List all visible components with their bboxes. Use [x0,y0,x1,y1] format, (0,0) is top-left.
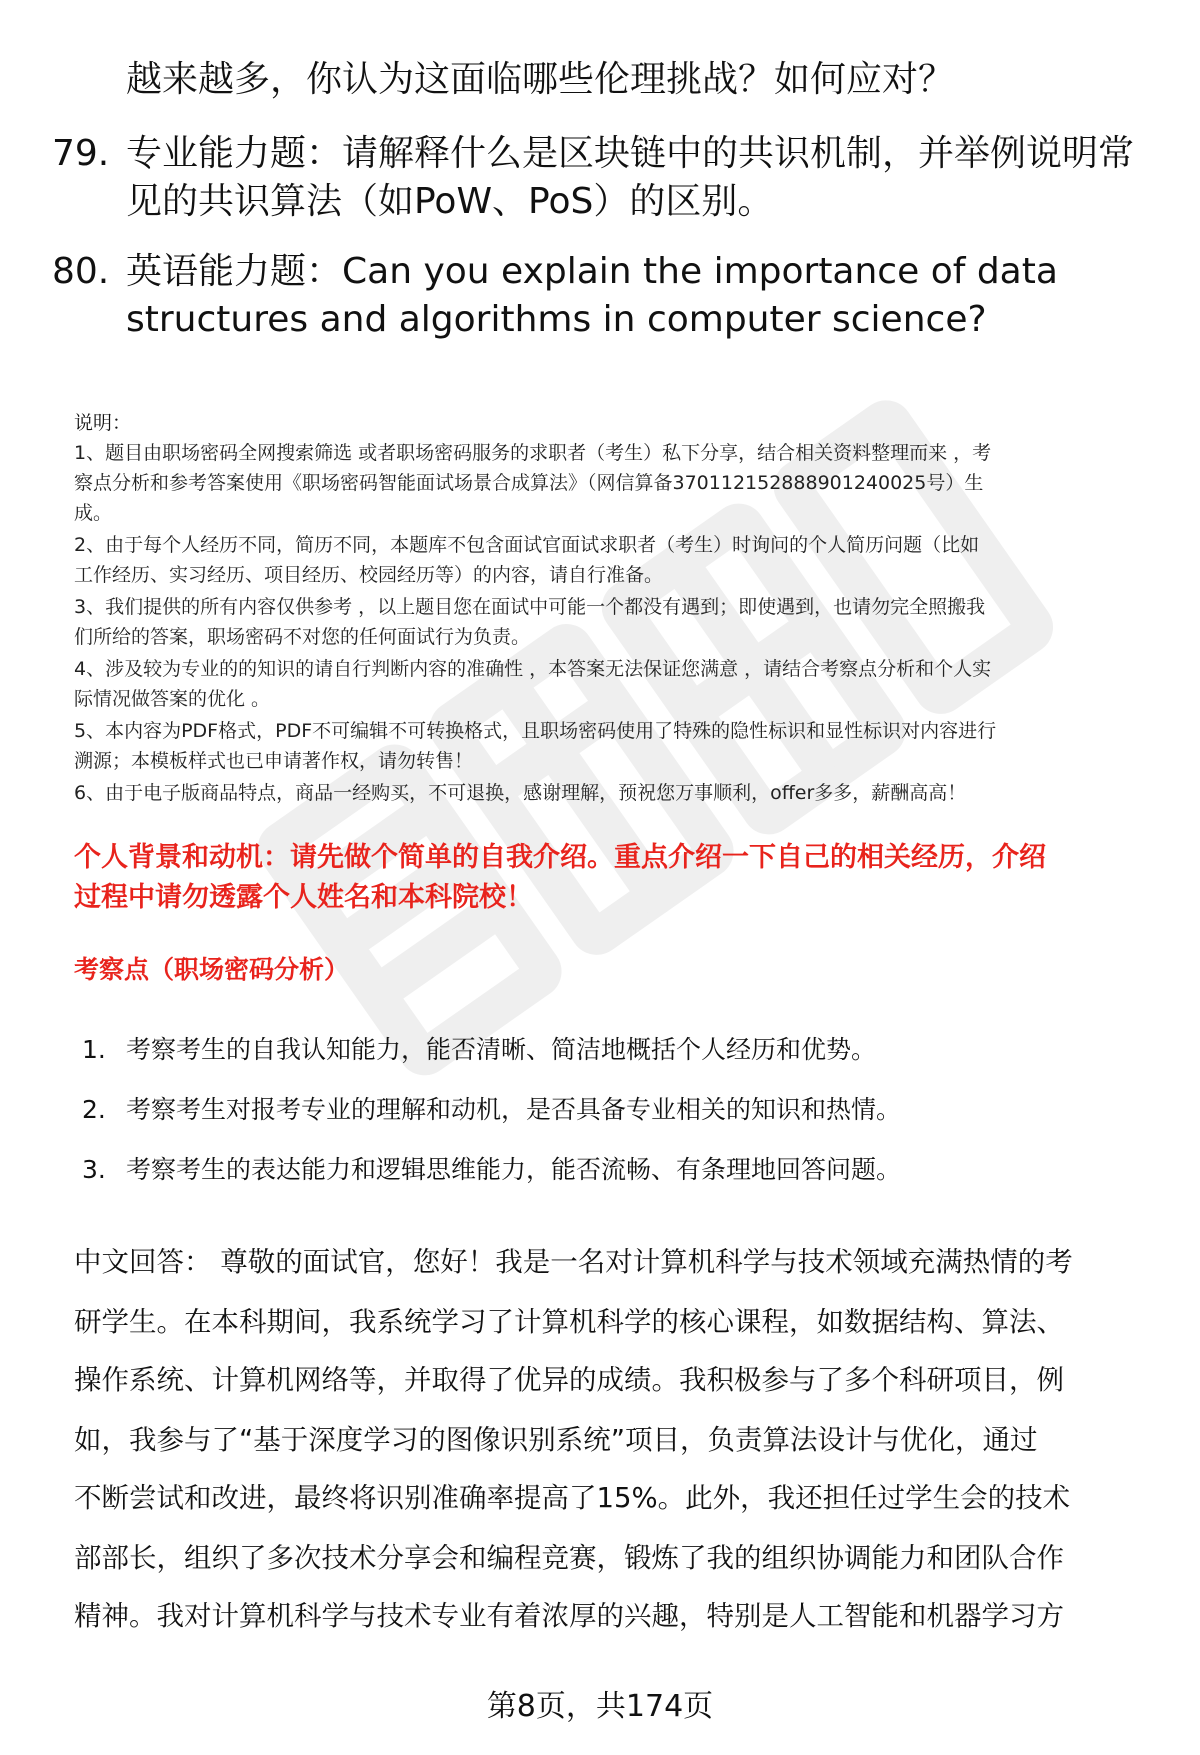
exam-point-text: 考察考生的自我认知能力，能否清晰、简洁地概括个人经历和优势。 [126,1035,877,1064]
exam-point-text: 考察考生的表达能力和逻辑思维能力，能否流畅、有条理地回答问题。 [126,1155,902,1184]
notes-line: 成。 [74,502,113,524]
question-78-tail: 越来越多，你认为这面临哪些伦理挑战？如何应对？ [126,59,955,100]
answer-line: 不断尝试和改进，最终将识别准确率提高了15%。此外，我还担任过学生会的技术 [74,1482,1071,1514]
exam-point-text: 考察考生对报考专业的理解和动机，是否具备专业相关的知识和热情。 [126,1095,902,1124]
page-number: 第8页，共174页 [486,1689,714,1724]
answer-line: 研学生。在本科期间，我系统学习了计算机科学的核心课程，如数据结构、算法、 [74,1306,1064,1338]
notes-line: 1、题目由职场密码全网搜索筛选 或者职场密码服务的求职者（考生）私下分享，结合相关资料整理而来 ，考 [74,442,992,464]
notes-title: 说明： [74,412,132,434]
notes-line: 4、涉及较为专业的的知识的请自行判断内容的准确性 ，本答案无法保证您满意 ，请结合考察点分析和个人实 [74,658,992,680]
notes-line: 际情况做答案的优化 。 [74,688,271,710]
question-80-number: 80. [52,251,110,292]
exam-points-title: 考察点（职场密码分析） [74,955,350,984]
question-79-line-2: 见的共识算法（如PoW、PoS）的区别。 [126,181,774,222]
question-79-line-1: 专业能力题：请解释什么是区块链中的共识机制，并举例说明常 [126,133,1135,174]
notes-line: 3、我们提供的所有内容仅供参考 ，以上题目您在面试中可能一个都没有遇到；即使遇到，也请勿完全照搬我 [74,596,986,618]
section-heading-line-2: 过程中请勿透露个人姓名和本科院校！ [74,882,533,913]
notes-line: 工作经历、实习经历、项目经历、校园经历等）的内容，请自行准备。 [74,564,664,586]
notes-line: 5、本内容为PDF格式，PDF不可编辑不可转换格式，且职场密码使用了特殊的隐性标识和显性标识对内容进行 [74,720,997,742]
notes-line: 们所给的答案，职场密码不对您的任何面试行为负责。 [74,626,531,648]
answer-line: 中文回答： 尊敬的面试官，您好！我是一名对计算机科学与技术领域充满热情的考 [74,1246,1073,1278]
question-79-number: 79. [52,133,110,174]
answer-line: 部部长，组织了多次技术分享会和编程竞赛，锻炼了我的组织协调能力和团队合作 [74,1542,1064,1574]
answer-line: 操作系统、计算机网络等，并取得了优异的成绩。我积极参与了多个科研项目，例 [74,1364,1064,1396]
exam-point-number: 3. [82,1155,106,1184]
notes-line: 溯源；本模板样式也已申请著作权，请勿转售！ [74,750,474,772]
answer-line: 如，我参与了“基于深度学习的图像识别系统”项目，负责算法设计与优化，通过 [74,1424,1038,1456]
notes-line: 6、由于电子版商品特点，商品一经购买，不可退换，感谢理解，预祝您万事顺利，offer多多，薪酬高高！ [74,782,967,804]
question-80-line-2: structures and algorithms in computer science? [126,299,987,340]
exam-point-number: 1. [82,1035,106,1064]
answer-line: 精神。我对计算机科学与技术专业有着浓厚的兴趣，特别是人工智能和机器学习方 [74,1600,1064,1632]
notes-line: 2、由于每个人经历不同，简历不同，本题库不包含面试官面试求职者（考生）时询问的个人简历问题（比如 [74,534,980,556]
exam-point-number: 2. [82,1095,106,1124]
section-heading-line-1: 个人背景和动机：请先做个简单的自我介绍。重点介绍一下自己的相关经历，介绍 [74,842,1046,873]
question-80-line-1: 英语能力题：Can you explain the importance of data [126,251,1058,292]
notes-line: 察点分析和参考答案使用《职场密码智能面试场景合成算法》（网信算备370112152888901240025号）生 [74,472,984,494]
